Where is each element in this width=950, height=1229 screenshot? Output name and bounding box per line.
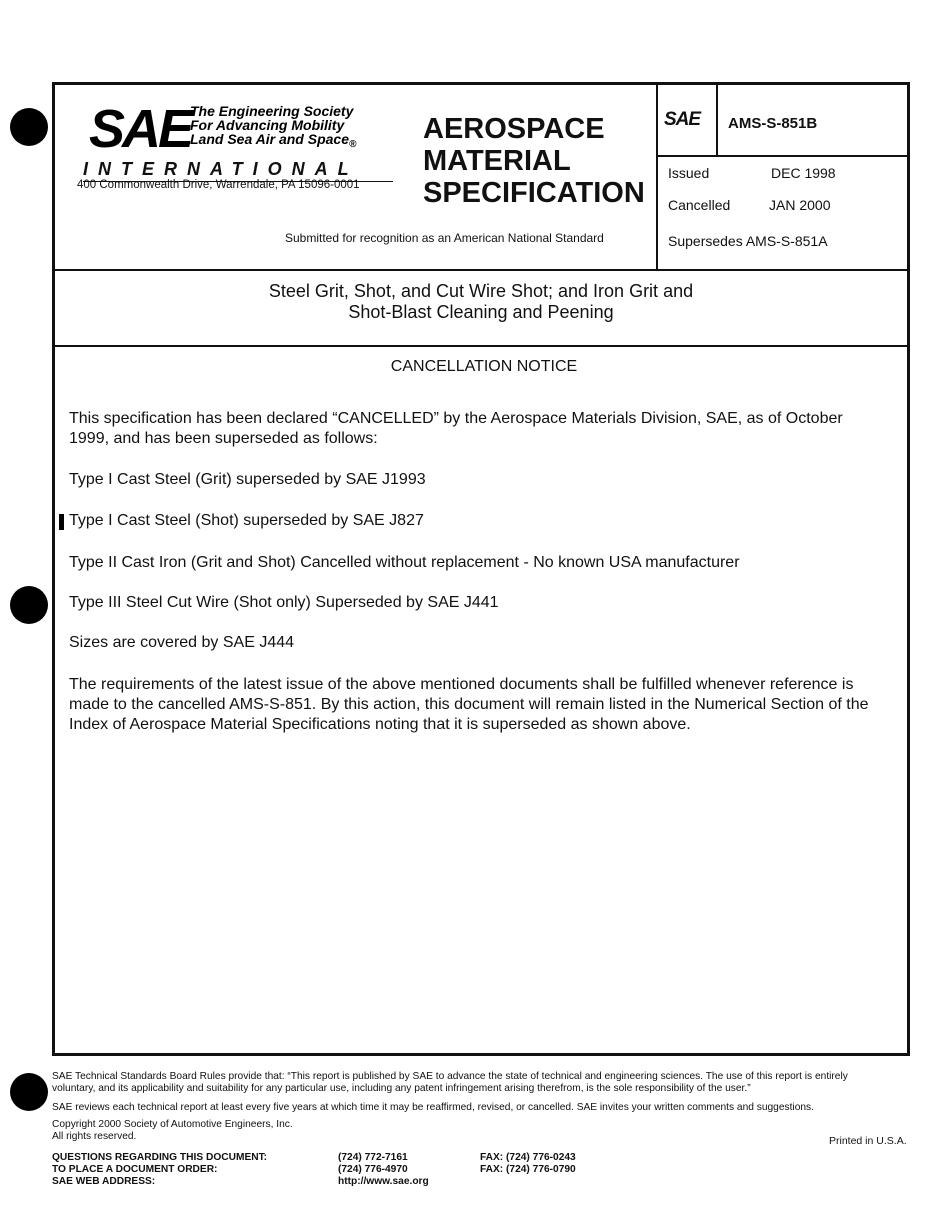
issued-date: DEC 1998 [771, 165, 836, 181]
doc-number-box [658, 85, 907, 157]
board-rules-text: voluntary, and its applicability and suitability for any particular use, including any patent infringement arising therefrom, is the sole responsibility of the user.” [52, 1083, 751, 1094]
sae-address: 400 Commonwealth Drive, Warrendale, PA 15096-0001 [77, 179, 360, 191]
document-title-line: Shot-Blast Cleaning and Peening [348, 302, 614, 322]
sae-logo-mark: SAE [89, 99, 192, 159]
contact-labels: QUESTIONS REGARDING THIS DOCUMENT: TO PLACE A DOCUMENT ORDER: SAE WEB ADDRESS: [52, 1152, 268, 1187]
binder-hole [10, 1073, 48, 1111]
issued-label: Issued [668, 165, 710, 181]
document-body [69, 357, 899, 733]
fax-values: FAX: (724) 776-0243 FAX: (724) 776-0790 [480, 1152, 576, 1175]
binder-hole [10, 108, 48, 146]
document-title [55, 271, 907, 347]
document-header [55, 85, 907, 271]
document-title-line: Steel Grit, Shot, and Cut Wire Shot; and Iron Grit and [268, 281, 694, 301]
supersession-line: Type II Cast Iron (Grit and Shot) Cancelled without replacement - No known USA manufacturer [69, 554, 740, 571]
sae-tagline [190, 104, 356, 152]
intro-paragraph: This specification has been declared “CANCELLED” by the Aerospace Materials Division, SAE, as of October 1999, and has been superseded as follows: [69, 410, 843, 447]
copyright-text: Copyright 2000 Society of Automotive Engineers, Inc. [52, 1119, 293, 1130]
doc-number-divider [716, 85, 718, 155]
cancelled-date: JAN 2000 [769, 197, 831, 213]
supersession-line: Type III Steel Cut Wire (Shot only) Superseded by SAE J441 [69, 594, 499, 611]
rights-text: All rights reserved. [52, 1131, 137, 1142]
cancelled-label: Cancelled [668, 197, 731, 213]
sizes-line: Sizes are covered by SAE J444 [69, 634, 295, 651]
supersession-line: Type I Cast Steel (Grit) superseded by SAE J1993 [69, 471, 426, 488]
closing-paragraph: The requirements of the latest issue of the above mentioned documents shall be fulfilled whenever reference is made to the cancelled AMS-S-851. By this action, this document will remain listed in the Numerical Section of the Index of Aerospace Material Specifications noting that it is superseded as shown above. [69, 676, 869, 733]
document-number: AMS-S-851B [728, 115, 818, 132]
supersedes-note: Supersedes AMS-S-851A [668, 233, 828, 249]
tagline-line: For Advancing Mobility [190, 117, 345, 133]
tagline-line: Land Sea Air and Space$_®$ [190, 131, 357, 150]
board-rules-text: SAE Technical Standards Board Rules provide that: “This report is published by SAE to advance the state of technical and engineering sciences. The use of this report is entirely [52, 1071, 848, 1082]
binder-hole [10, 586, 48, 624]
sae-web-link[interactable]: http://www.sae.org [338, 1176, 429, 1187]
supersession-line: Type I Cast Steel (Shot) superseded by SAE J827 [69, 511, 881, 531]
sae-international: INTERNATIONAL [83, 159, 393, 182]
change-bar [59, 514, 64, 530]
tagline-line: The Engineering Society [190, 103, 354, 119]
specification-type-title: AEROSPACE MATERIAL SPECIFICATION [423, 113, 645, 209]
ansi-submission-note: Submitted for recognition as an American National Standard [285, 231, 604, 245]
printed-in-note: Printed in U.S.A. [829, 1135, 907, 1147]
sae-small-logo: SAE [664, 109, 701, 130]
review-policy-text: SAE reviews each technical report at least every five years at which time it may be reaffirmed, revised, or cancelled. SAE invites your written comments and suggestions. [52, 1102, 814, 1113]
contact-values: (724) 772-7161 (724) 776-4970 http://www.sae.org [338, 1152, 429, 1187]
cancellation-notice-heading: CANCELLATION NOTICE [390, 358, 578, 375]
registered-mark: ® [348, 139, 357, 150]
document-frame [52, 82, 910, 1056]
